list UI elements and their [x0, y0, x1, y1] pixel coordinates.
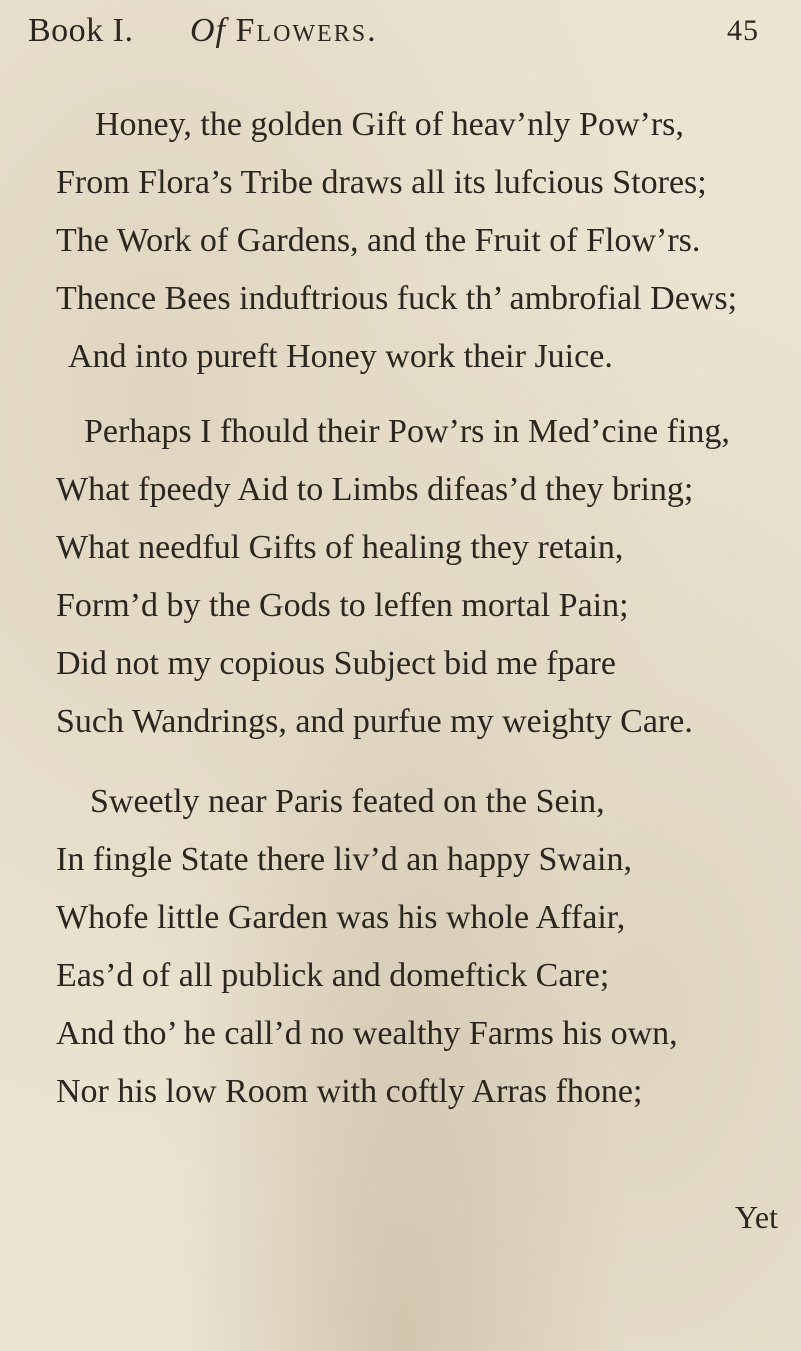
verse-line [0, 154, 801, 212]
verse-text: Nor his low Room with coftly Arras fhone; [56, 1073, 643, 1110]
verse-text: Whofe little Garden was his whole Affair, [56, 899, 626, 936]
verse-line [0, 96, 801, 154]
verse-line [0, 1063, 801, 1121]
page-number: 45 [727, 14, 759, 47]
verse-text: The Work of Gardens, and the Fruit of Flow’rs. [56, 222, 701, 259]
running-header [0, 4, 801, 64]
stanza-1 [0, 96, 801, 386]
verse-text: Perhaps I fhould their Pow’rs in Med’cine fing, [84, 413, 730, 450]
verse-text: Form’d by the Gods to leffen mortal Pain; [56, 587, 629, 624]
verse-text: Thence Bees induftrious fuck th’ ambrofial Dews; [56, 280, 738, 317]
verse-line [0, 328, 801, 386]
verse-line [0, 889, 801, 947]
title-prefix: Of [190, 12, 226, 49]
verse-text: Did not my copious Subject bid me fpare [56, 645, 616, 682]
stanza-3 [0, 773, 801, 1121]
verse-line [0, 403, 801, 461]
verse-text: What fpeedy Aid to Limbs difeas’d they bring; [56, 471, 694, 508]
catchword: Yet [735, 1199, 778, 1235]
verse-text: Eas’d of all publick and domeftick Care; [56, 957, 610, 994]
verse-text: And into pureft Honey work their Juice. [68, 338, 613, 375]
verse-line [0, 519, 801, 577]
verse-line [0, 270, 801, 328]
verse-line [0, 577, 801, 635]
verse-text: In fingle State there liv’d an happy Swain, [56, 841, 632, 878]
verse-text: Such Wandrings, and purfue my weighty Care. [56, 703, 693, 740]
title-word: Flowers. [235, 12, 378, 49]
book-label: Book I. [28, 12, 134, 49]
verse-line [0, 773, 801, 831]
verse-line [0, 212, 801, 270]
verse-text: What needful Gifts of healing they retain, [56, 529, 624, 566]
verse-line [0, 693, 801, 751]
verse-line [0, 947, 801, 1005]
verse-text: Honey, the golden Gift of heav’nly Pow’rs, [95, 106, 684, 143]
verse-line [0, 831, 801, 889]
section-title [190, 12, 378, 50]
verse-line [0, 461, 801, 519]
verse-text: From Flora’s Tribe draws all its lufcious Stores; [56, 164, 707, 201]
stanza-2 [0, 403, 801, 751]
verse-line [0, 1005, 801, 1063]
verse-text: And tho’ he call’d no wealthy Farms his own, [56, 1015, 678, 1052]
verse-text: Sweetly near Paris feated on the Sein, [90, 783, 605, 820]
verse-line [0, 635, 801, 693]
